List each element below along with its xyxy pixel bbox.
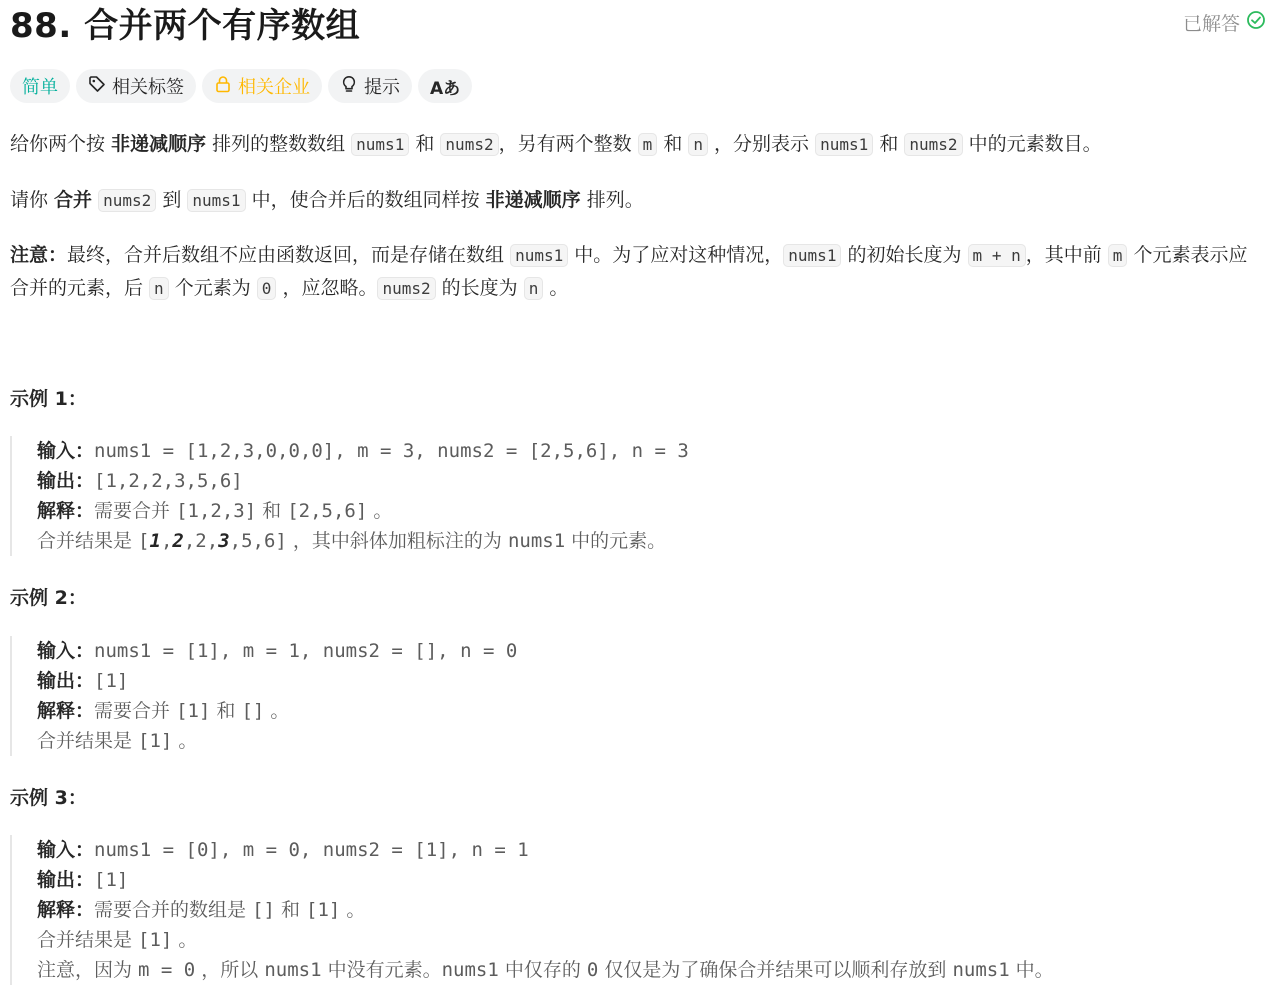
problem-title[interactable]: 88. 合并两个有序数组	[10, 5, 361, 46]
example-input-line: 输入：nums1 = [1], m = 1, nums2 = [], n = 0	[37, 640, 518, 662]
related-companies-button[interactable]	[202, 69, 322, 103]
related-tags-button[interactable]	[76, 69, 196, 103]
translate-icon: Aあ	[430, 78, 461, 99]
example-3-block	[10, 835, 1266, 985]
solved-status	[1183, 9, 1266, 36]
example-input-line: 输入：nums1 = [1,2,3,0,0,0], m = 3, nums2 = [2,5,6], n = 3	[37, 440, 689, 462]
tag-icon	[88, 75, 106, 98]
example-2-block	[10, 636, 1266, 756]
hint-label: 提示	[364, 77, 400, 98]
check-circle-icon	[1246, 10, 1266, 35]
example-1-block	[10, 436, 1266, 556]
example-output-line: 输出：[1]	[37, 670, 129, 692]
example-input-line: 输入：nums1 = [0], m = 0, nums2 = [1], n = 1	[37, 839, 529, 861]
solved-label: 已解答	[1182, 12, 1240, 35]
example-1-title: 示例 1：	[10, 388, 87, 410]
description-paragraph-3: 注意：最终，合并后数组不应由函数返回，而是存储在数组 nums1 中。为了应对这种情况， nums1 的初始长度为 m + n ，其中前 m 个元素表示应合并的元素，后 n 个元素为 0 ，应忽略。 nums2 的长度为 n 。	[10, 244, 1248, 299]
example-note-line: 合并结果是 [1] 。	[37, 730, 198, 752]
example-explain-line: 解释：需要合并 [1,2,3] 和 [2,5,6] 。	[37, 500, 393, 522]
difficulty-label: 简单	[22, 77, 58, 98]
example-explain-line: 解释：需要合并的数组是 [] 和 [1] 。	[37, 899, 366, 921]
hint-button[interactable]	[328, 69, 412, 103]
description-paragraph-1: 给你两个按 非递减顺序 排列的整数数组 nums1 和 nums2 ，另有两个整数 m 和 n ，分别表示 nums1 和 nums2 中的元素数目。	[10, 133, 1102, 155]
header-row	[10, 0, 1266, 44]
example-note-line-2: 注意，因为 m = 0 ，所以 nums1 中没有元素。nums1 中仅存的 0 仅仅是为了确保合并结果可以顺利存放到 nums1 中。	[37, 959, 1054, 981]
example-output-line: 输出：[1]	[37, 869, 129, 891]
example-output-line: 输出：[1,2,2,3,5,6]	[37, 470, 243, 492]
example-2-title: 示例 2：	[10, 587, 87, 609]
translate-button[interactable]	[418, 69, 472, 103]
related-companies-label: 相关企业	[238, 77, 310, 98]
related-tags-label: 相关标签	[112, 77, 184, 98]
lock-icon	[214, 75, 232, 98]
lightbulb-icon	[340, 75, 358, 98]
difficulty-badge[interactable]	[10, 69, 70, 103]
tag-bar	[10, 69, 472, 103]
example-explain-line: 解释：需要合并 [1] 和 [] 。	[37, 700, 290, 722]
example-3-title: 示例 3：	[10, 787, 87, 809]
example-note-line: 合并结果是 [1,2,2,3,5,6] ，其中斜体加粗标注的为 nums1 中的元素。	[37, 530, 667, 552]
example-note-line: 合并结果是 [1] 。	[37, 929, 198, 951]
description-paragraph-2: 请你 合并 nums2 到 nums1 中，使合并后的数组同样按 非递减顺序 排列。	[10, 189, 644, 211]
